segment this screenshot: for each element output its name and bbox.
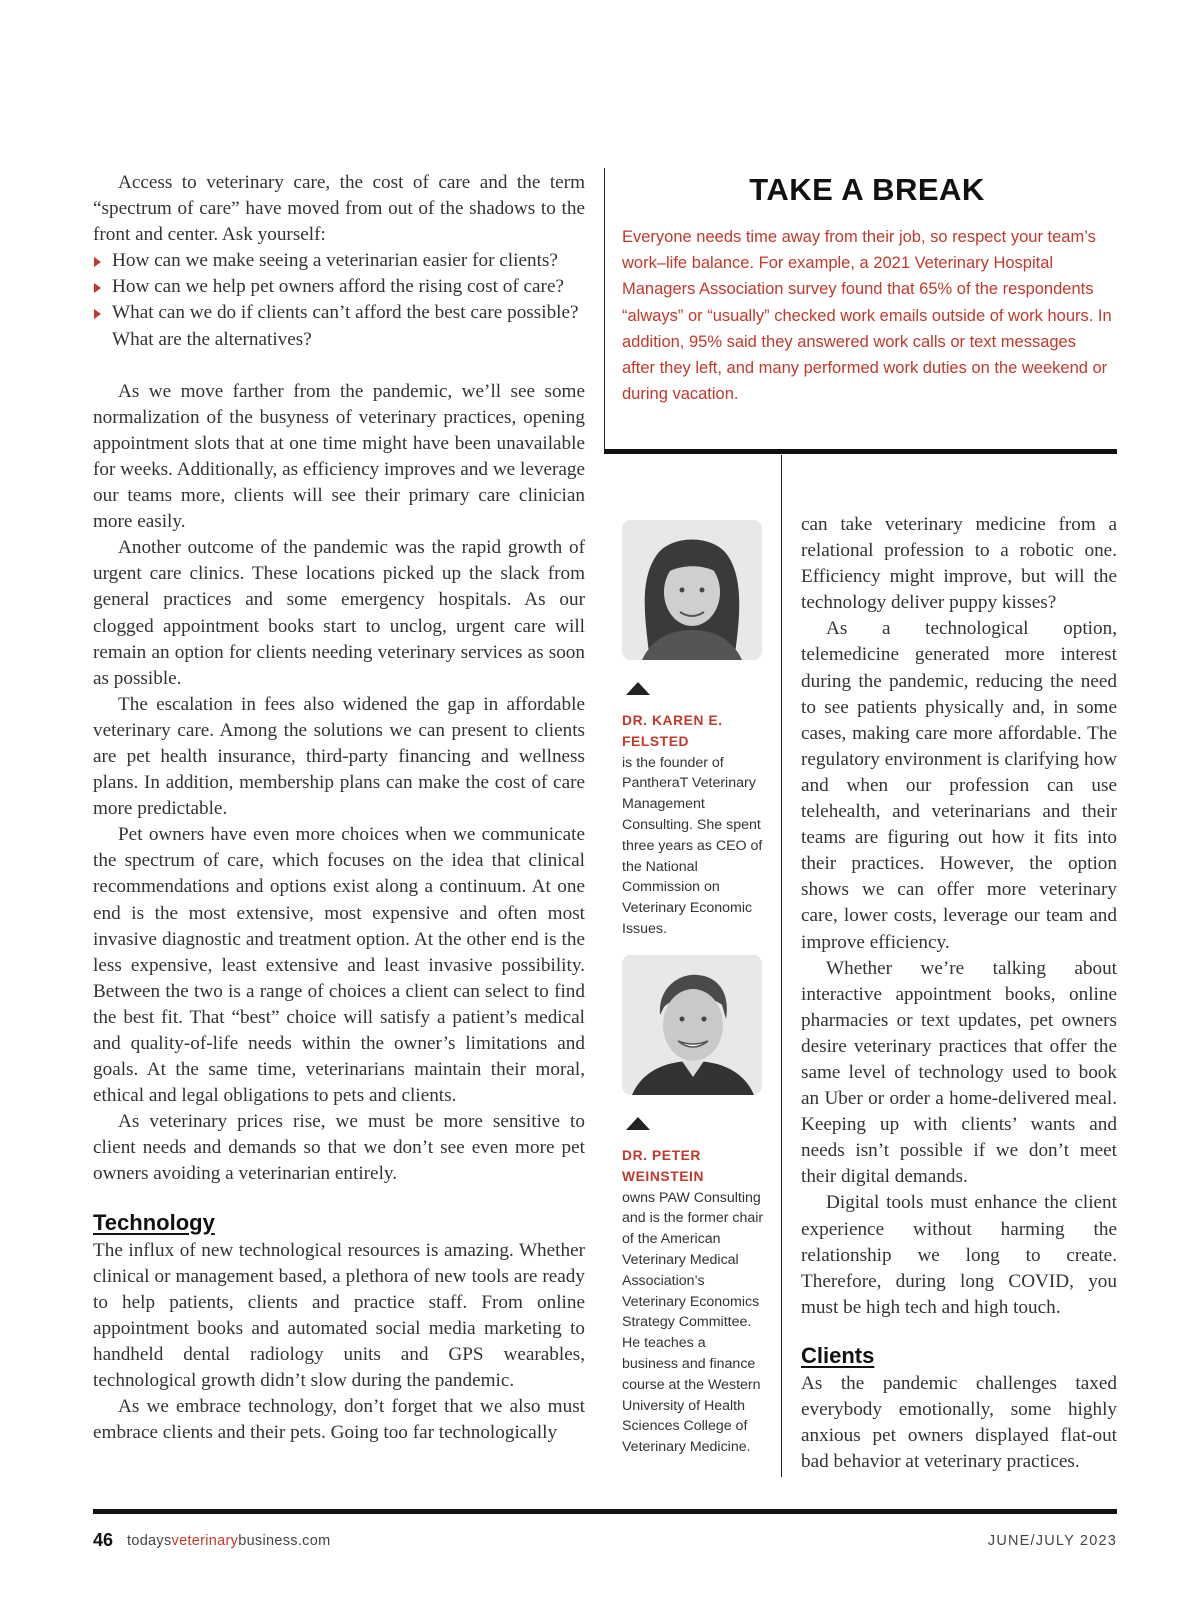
body-paragraph: Another outcome of the pandemic was the rapid growth of urgent care clinics. These locations picked up the slack from general practices and some emergency hospitals. As our clogged appointment books start to unclog, urgent care will remain an option for clients needing veterinary services as soon as possible.: [93, 537, 585, 689]
author-bio-felsted: [622, 520, 764, 940]
body-paragraph: As we move farther from the pandemic, we’ll see some normalization of the busyness of veterinary practices, opening appointment slots that at one time might have been unavailable for weeks. Additionally, as efficiency improves and we leverage our teams more, clients will see their primary care clinician more easily.: [93, 380, 585, 533]
bio-divider: [781, 455, 782, 1477]
intro-paragraph: Access to veterinary care, the cost of care and the term “spectrum of care” have moved from out of the shadows to the front and center. Ask yourself:: [93, 172, 585, 246]
right-column: [801, 512, 1117, 1475]
author-name: DR. KAREN E. FELSTED: [622, 713, 723, 749]
body-paragraph: The escalation in fees also widened the gap in affordable veterinary care. Among the solutions we can present to clients are pet health insurance, third-party financing and wellness plans. In addition, membership plans can make the cost of care more predictable.: [93, 693, 585, 820]
left-column: [93, 170, 585, 1446]
author-photo: [622, 520, 762, 660]
body-paragraph: As the pandemic challenges taxed everybody emotionally, some highly anxious pet owners displayed flat-out bad behavior at veterinary practices.: [801, 1372, 1117, 1473]
author-bio-weinstein: [622, 955, 764, 1458]
website-link[interactable]: todaysveterinarybusiness.com: [127, 1533, 331, 1549]
portrait-weinstein-icon: [622, 955, 762, 1095]
body-paragraph: Digital tools must enhance the client experience without harming the relationship we long to create. Therefore, during long COVID, you must be high tech and high touch.: [801, 1192, 1117, 1318]
triangle-bullet-icon: [94, 257, 101, 267]
footer-rule: [93, 1509, 1117, 1514]
author-description: is the founder of PantheraT Veterinary Management Consulting. She spent three years as CEO of the National Commission on Veterinary Economic Issues.: [622, 754, 763, 937]
body-paragraph: The influx of new technological resources is amazing. Whether clinical or management based, a plethora of new tools are ready to help patients, clients and practice staff. From online appointment books and automated social media marketing to handheld dental radiology units and GPS wearables, technological growth didn’t slow during the pandemic.: [93, 1239, 585, 1392]
clients-heading: Clients: [801, 1342, 875, 1368]
sidebar-rule: [604, 449, 1117, 454]
list-item: How can we help pet owners afford the rising cost of care?: [93, 274, 585, 300]
body-paragraph: Whether we’re talking about interactive appointment books, online pharmacies or text updates, pet owners desire veterinary practices that offer the same level of technology used to book an Uber or order a home-delivered meal. Keeping up with clients’ wants and needs isn’t possible if we don’t meet their digital demands.: [801, 957, 1117, 1188]
body-paragraph: As a technological option, telemedicine generated more interest during the pandemic, reducing the need to see patients physically and, in some cases, making care more affordable. The regulatory environment is clarifying how and when our profession can use telehealth, and veterinarians and their teams are figuring out how it fits into their practices. However, the option shows we can offer more veterinary care, lower costs, leverage our team and improve efficiency.: [801, 618, 1117, 953]
sidebar-text: Everyone needs time away from their job, so respect your team’s work–life balance. For example, a 2021 Veterinary Hospital Managers Association survey found that 65% of the respondents “always” or “usually” checked work emails outside of work hours. In addition, 95% said they answered work calls or text messages after they left, and many performed work duties on the weekend or during vacation.: [622, 228, 1112, 404]
question-list: [93, 248, 585, 352]
column-divider: [604, 168, 605, 450]
triangle-bullet-icon: [94, 309, 101, 319]
technology-heading: Technology: [93, 1209, 215, 1235]
list-item: What can we do if clients can’t afford the best care possible? What are the alternatives?: [93, 300, 585, 352]
body-paragraph: As we embrace technology, don’t forget that we also must embrace clients and their pets. Going too far technologically: [93, 1396, 585, 1444]
body-paragraph: Pet owners have even more choices when we communicate the spectrum of care, which focuses on the idea that clinical recommendations and options exist along a continuum. At one end is the most extensive, most expensive and often most invasive diagnostic and treatment option. At the other end is the less expensive, least extensive and least invasive possibility. Between the two is a range of choices a client can select to find the best fit. That “best” choice will satisfy a patient’s medical and quality-of-life needs within the owner’s limitations and goals. At the same time, veterinarians maintain their moral, ethical and legal obligations to pets and clients.: [93, 824, 585, 1107]
up-triangle-icon: [626, 682, 650, 695]
author-name: DR. PETER WEINSTEIN: [622, 1148, 705, 1184]
up-triangle-icon: [626, 1117, 650, 1130]
sidebar-title: TAKE A BREAK: [749, 172, 985, 207]
list-item: How can we make seeing a veterinarian easier for clients?: [93, 248, 585, 274]
author-description: owns PAW Consulting and is the former chair of the American Veterinary Medical Association’s Veterinary Economics Strategy Committee. He teaches a business and finance course at the Western University of Health Sciences College of Veterinary Medicine.: [622, 1189, 764, 1456]
take-a-break-sidebar: [622, 170, 1112, 407]
portrait-felsted-icon: [622, 520, 762, 660]
page-footer: [93, 1530, 1117, 1554]
issue-date: JUNE/JULY 2023: [987, 1533, 1117, 1549]
page-number: 46: [93, 1530, 114, 1550]
triangle-bullet-icon: [94, 283, 101, 293]
body-paragraph: can take veterinary medicine from a relational profession to a robotic one. Efficiency might improve, but will the technology deliver puppy kisses?: [801, 514, 1117, 614]
author-photo: [622, 955, 762, 1095]
body-paragraph: As veterinary prices rise, we must be more sensitive to client needs and demands so that we don’t see even more pet owners avoiding a veterinarian entirely.: [93, 1111, 585, 1185]
